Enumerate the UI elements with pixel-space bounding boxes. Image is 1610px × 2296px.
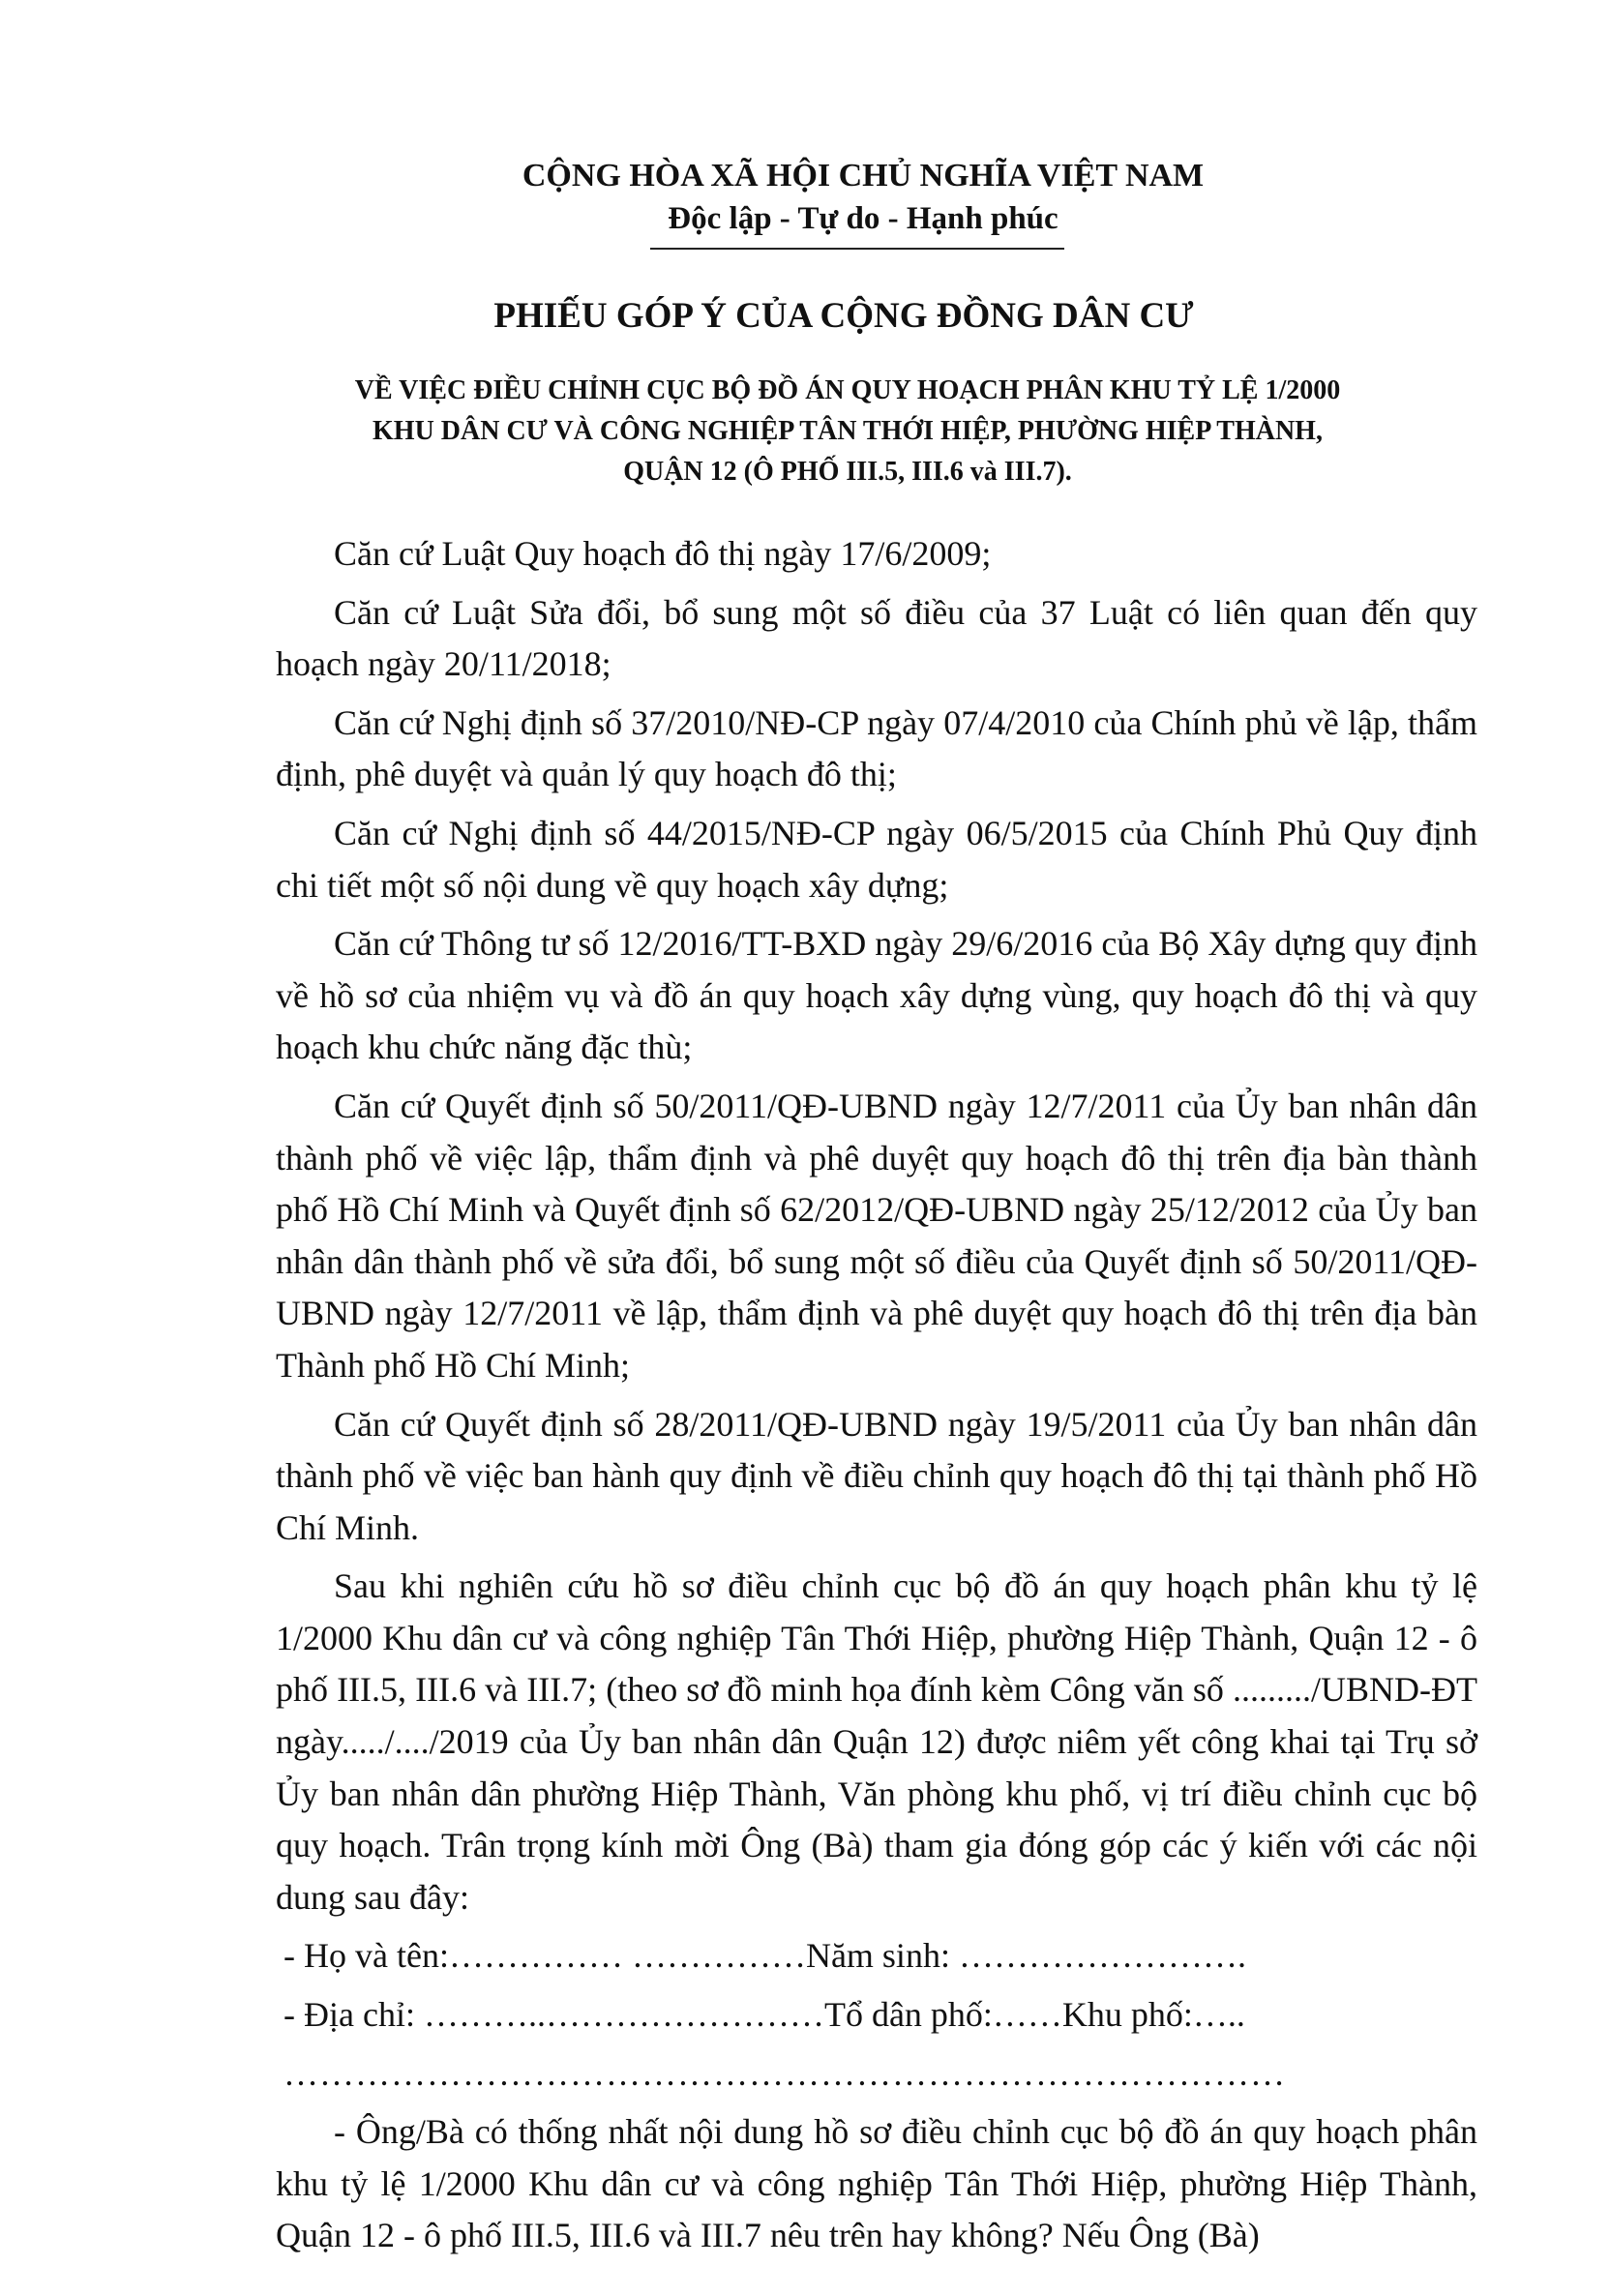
basis-paragraph: Căn cứ Nghị định số 44/2015/NĐ-CP ngày 06/5/2015 của Chính Phủ Quy định chi tiết một số nội dung về quy hoạch xây dựng; xyxy=(276,813,1477,905)
question-paragraph: - Ông/Bà có thống nhất nội dung hồ sơ điều chỉnh cục bộ đồ án quy hoạch phân khu tỷ lệ 1/2000 Khu dân cư và công nghiệp Tân Thới Hiệp, phường Hiệp Thành, Quận 12 - ô phố III.5, III.6 và III.7 nêu trên hay không? Nếu Ông (Bà) xyxy=(276,2112,1477,2255)
motto: Độc lập - Tự do - Hạnh phúc xyxy=(668,201,1058,236)
name-birthyear-field: - Họ và tên:…………… ……………Năm sinh: ……………………. xyxy=(283,1936,1246,1976)
subtitle-line-3: QUẬN 12 (Ô PHỐ III.5, III.6 và III.7). xyxy=(623,457,1072,487)
nation-header: CỘNG HÒA XÃ HỘI CHỦ NGHĨA VIỆT NAM xyxy=(522,158,1205,194)
motto-underline xyxy=(650,248,1064,250)
basis-paragraph: Căn cứ Nghị định số 37/2010/NĐ-CP ngày 07/4/2010 của Chính phủ về lập, thẩm định, phê duyệt và quản lý quy hoạch đô thị; xyxy=(276,702,1477,794)
subtitle-line-1: VỀ VIỆC ĐIỀU CHỈNH CỤC BỘ ĐỒ ÁN QUY HOẠCH PHÂN KHU TỶ LỆ 1/2000 xyxy=(354,375,1341,405)
document-body xyxy=(276,528,1477,2269)
address-field: - Địa chỉ: ………..……………………Tổ dân phố:……Khu phố:….. xyxy=(283,1995,1245,2035)
basis-paragraph: Căn cứ Luật Sửa đổi, bổ sung một số điều của 37 Luật có liên quan đến quy hoạch ngày 20/11/2018; xyxy=(276,592,1477,684)
basis-paragraph: Căn cứ Quyết định số 50/2011/QĐ-UBND ngày 12/7/2011 của Ủy ban nhân dân thành phố về việc lập, thẩm định và phê duyệt quy hoạch đô thị trên địa bàn thành phố Hồ Chí Minh và Quyết định số 62/2012/QĐ-UBND ngày 25/12/2012 của Ủy ban nhân dân thành phố về sửa đổi, bổ sung một số điều của Quyết định số 50/2011/QĐ-UBND ngày 12/7/2011 về lập, thẩm định và phê duyệt quy hoạch đô thị trên địa bàn Thành phố Hồ Chí Minh; xyxy=(276,1086,1477,1385)
intro-paragraph: Sau khi nghiên cứu hồ sơ điều chỉnh cục bộ đồ án quy hoạch phân khu tỷ lệ 1/2000 Khu dân cư và công nghiệp Tân Thới Hiệp, phường Hiệp Thành, Quận 12 - ô phố III.5, III.6 và III.7; (theo sơ đồ minh họa đính kèm Công văn số ........./UBND-ĐT ngày...../..../2019 của Ủy ban nhân dân Quận 12) được niêm yết công khai tại Trụ sở Ủy ban nhân dân phường Hiệp Thành, Văn phòng khu phố, vị trí điều chỉnh cục bộ quy hoạch. Trân trọng kính mời Ông (Bà) tham gia đóng góp các ý kiến với các nội dung sau đây: xyxy=(276,1566,1477,1917)
address-continuation-dots: ………………………………………………………………………… xyxy=(283,2053,1286,2093)
basis-paragraph: Căn cứ Thông tư số 12/2016/TT-BXD ngày 29/6/2016 của Bộ Xây dựng quy định về hồ sơ của nhiệm vụ và đồ án quy hoạch xây dựng vùng, quy hoạch đô thị và quy hoạch khu chức năng đặc thù; xyxy=(276,924,1477,1067)
basis-paragraph: Căn cứ Luật Quy hoạch đô thị ngày 17/6/2009; xyxy=(334,534,992,573)
basis-paragraph: Căn cứ Quyết định số 28/2011/QĐ-UBND ngày 19/5/2011 của Ủy ban nhân dân thành phố về việc ban hành quy định về điều chỉnh quy hoạch đô thị tại thành phố Hồ Chí Minh. xyxy=(276,1404,1477,1547)
document-title: PHIẾU GÓP Ý CỦA CỘNG ĐỒNG DÂN CƯ xyxy=(493,296,1194,336)
subtitle-line-2: KHU DÂN CƯ VÀ CÔNG NGHIỆP TÂN THỚI HIỆP, PHƯỜNG HIỆP THÀNH, xyxy=(373,416,1323,446)
